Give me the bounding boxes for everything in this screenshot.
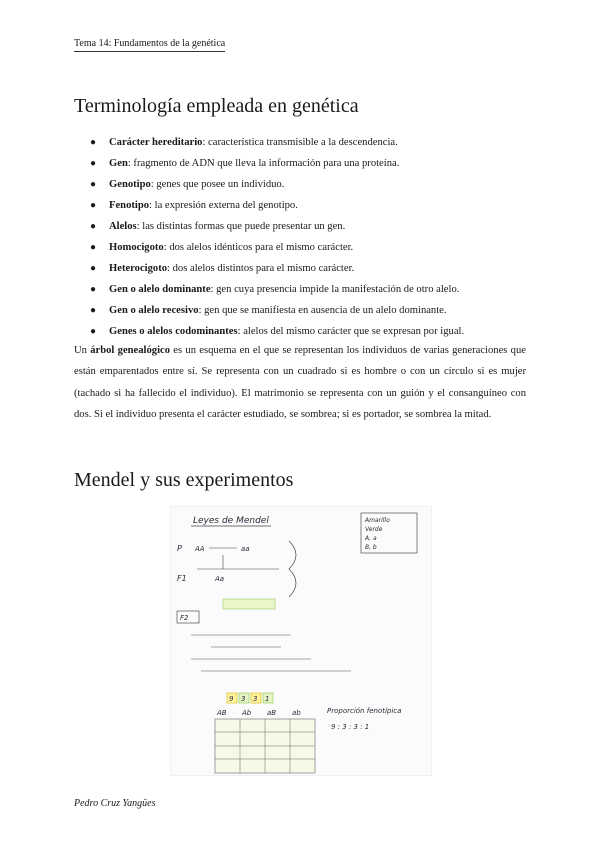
bullet-icon: ● — [90, 221, 97, 232]
paragraph-prefix: Un — [74, 345, 91, 356]
bullet-icon: ● — [90, 263, 97, 274]
term-label: Gen o alelo recesivo — [109, 305, 199, 316]
list-item — [74, 174, 534, 195]
row-label: F1 — [177, 574, 187, 583]
highlight-box — [223, 599, 275, 609]
proportions-value: 9 : 3 : 3 : 1 — [331, 723, 370, 731]
list-item — [74, 258, 534, 279]
term-definition: : las distintas formas que puede presentar un gen. — [136, 221, 346, 232]
paragraph-bold-term: árbol genealógico — [90, 345, 171, 356]
ratio-value: 1 — [265, 695, 270, 703]
list-item — [74, 279, 534, 300]
paragraph-body: es un esquema en el que se representan los individuos de varias generaciones que están emparentados entre sí. Se representa con un cuadrado si es hombre o con un círculo si es mujer (tachado si ha fallecido el individuo). El matrimonio se representa con un guión y el consanguíneo con dos. Si el individuo presenta el carácter estudiado, se sombrea; si es portador, se sombrea la mitad. — [74, 345, 526, 421]
row-label: F2 — [180, 614, 189, 622]
list-item — [74, 132, 534, 153]
term-label: Gen o alelo dominante — [109, 284, 211, 295]
legend-line: B, b — [365, 544, 377, 551]
proportions-title: Proporción fenotípica — [327, 707, 402, 715]
bullet-icon: ● — [90, 284, 97, 295]
bullet-icon: ● — [90, 179, 97, 190]
scribble-lines — [191, 635, 351, 671]
list-item — [74, 300, 534, 321]
gamete-label: AB — [217, 709, 227, 717]
bullet-icon: ● — [90, 137, 97, 148]
term-definition: : fragmento de ADN que lleva la información para una proteína. — [127, 158, 400, 169]
legend-line: Amarillo — [365, 517, 390, 524]
parent-genotype: aa — [241, 545, 250, 553]
term-definition: : dos alelos idénticos para el mismo carácter. — [163, 242, 354, 253]
term-definition: : alelos del mismo carácter que se expresan por igual. — [237, 326, 465, 337]
term-label: Carácter hereditario — [109, 137, 203, 148]
term-definition: : gen cuya presencia impide la manifestación de otro alelo. — [210, 284, 460, 295]
bullet-icon: ● — [90, 305, 97, 316]
term-definition: : gen que se manifiesta en ausencia de un alelo dominante. — [198, 305, 447, 316]
ratio-value: 3 — [253, 695, 258, 703]
term-label: Gen — [109, 158, 128, 169]
gamete-label: aB — [267, 709, 277, 717]
term-label: Fenotipo — [109, 200, 150, 211]
handwritten-notes-image — [170, 506, 432, 776]
term-definition: : la expresión externa del genotipo. — [149, 200, 298, 211]
section-title-terminology: Terminología empleada en genética — [74, 95, 359, 117]
brace-icon — [289, 541, 296, 597]
parent-genotype: AA — [195, 545, 205, 553]
list-item — [74, 153, 534, 174]
f1-genotype: Aa — [215, 575, 225, 583]
bullet-icon: ● — [90, 158, 97, 169]
gamete-label: Ab — [242, 709, 252, 717]
term-label: Genes o alelos codominantes — [109, 326, 238, 337]
page-header: Tema 14: Fundamentos de la genética — [74, 38, 225, 52]
bullet-icon: ● — [90, 200, 97, 211]
ratio-value: 9 — [229, 695, 234, 703]
terminology-list — [74, 132, 534, 342]
legend-line: A, a — [365, 535, 377, 542]
notes-title: Leyes de Mendel — [193, 516, 269, 526]
list-item — [74, 321, 534, 342]
bullet-icon: ● — [90, 326, 97, 337]
term-definition: : dos alelos distintos para el mismo carácter. — [167, 263, 355, 274]
row-label: P — [177, 544, 182, 553]
punnett-grid — [215, 719, 315, 773]
notes-sketch — [171, 507, 431, 775]
term-label: Genotipo — [109, 179, 151, 190]
list-item — [74, 216, 534, 237]
term-definition: : genes que posee un individuo. — [150, 179, 285, 190]
cross-branch — [197, 555, 279, 569]
term-label: Heterocigoto — [109, 263, 168, 274]
pedigree-paragraph — [74, 340, 526, 426]
list-item — [74, 237, 534, 258]
term-label: Homocigoto — [109, 242, 164, 253]
section-title-mendel: Mendel y sus experimentos — [74, 469, 294, 491]
ratio-value: 3 — [241, 695, 246, 703]
bullet-icon: ● — [90, 242, 97, 253]
legend-line: Verde — [365, 526, 383, 533]
term-label: Alelos — [109, 221, 137, 232]
gamete-label: ab — [292, 709, 301, 717]
term-definition: : característica transmisible a la descendencia. — [202, 137, 398, 148]
list-item — [74, 195, 534, 216]
page-footer-author: Pedro Cruz Yangües — [74, 798, 156, 809]
